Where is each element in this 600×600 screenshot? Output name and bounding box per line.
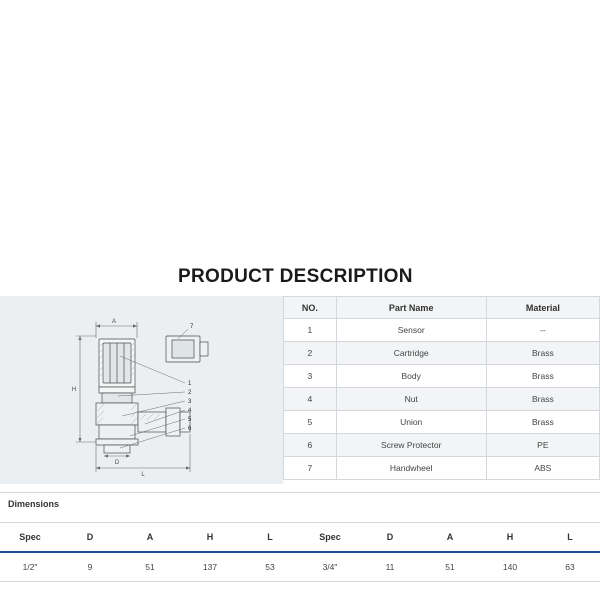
dim-l-2: 63	[540, 552, 600, 582]
part-no: 6	[284, 434, 337, 457]
part-material: Brass	[486, 342, 599, 365]
part-no: 1	[284, 319, 337, 342]
svg-text:L: L	[141, 472, 145, 478]
page-title: PRODUCT DESCRIPTION	[178, 266, 413, 287]
product-illustration-panel	[0, 296, 283, 484]
dimensions-header-row	[0, 523, 600, 553]
part-material: --	[486, 319, 599, 342]
part-no: 4	[284, 388, 337, 411]
dim-header-l-2: L	[540, 523, 600, 553]
dim-header-d-1: D	[60, 523, 120, 553]
parts-table-header-row	[284, 297, 600, 319]
part-material: ABS	[486, 457, 599, 480]
content-sheet	[0, 118, 600, 572]
svg-text:D: D	[114, 460, 120, 466]
dim-header-a-1: A	[120, 523, 180, 553]
dim-header-h-2: H	[480, 523, 540, 553]
svg-text:H: H	[71, 387, 77, 393]
dim-spec-2: 3/4"	[300, 552, 360, 582]
dim-d-2: 11	[360, 552, 420, 582]
svg-text:A: A	[111, 319, 117, 325]
valve-technical-drawing	[0, 296, 283, 484]
part-material: Brass	[486, 388, 599, 411]
dimensions-heading: Dimensions	[8, 499, 60, 509]
dimensions-divider	[0, 492, 600, 493]
part-name: Body	[336, 365, 486, 388]
dim-l-1: 53	[240, 552, 300, 582]
dim-a-2: 51	[420, 552, 480, 582]
part-name: Union	[336, 411, 486, 434]
parts-header-material: Material	[486, 297, 599, 319]
dim-header-spec-2: Spec	[300, 523, 360, 553]
sheet-bottom-edge	[0, 595, 600, 596]
svg-text:7: 7	[190, 324, 194, 330]
dim-h-1: 137	[180, 552, 240, 582]
table-row	[284, 319, 600, 342]
table-row	[284, 411, 600, 434]
dimensions-table	[0, 522, 600, 582]
dim-header-l-1: L	[240, 523, 300, 553]
dim-header-d-2: D	[360, 523, 420, 553]
table-row	[0, 552, 600, 582]
svg-text:6: 6	[188, 426, 192, 432]
dim-header-h-1: H	[180, 523, 240, 553]
svg-text:2: 2	[188, 390, 192, 396]
part-name: Sensor	[336, 319, 486, 342]
parts-header-part-name: Part Name	[336, 297, 486, 319]
table-row	[284, 342, 600, 365]
dim-spec-1: 1/2"	[0, 552, 60, 582]
part-no: 5	[284, 411, 337, 434]
part-material: Brass	[486, 411, 599, 434]
svg-text:5: 5	[188, 417, 192, 423]
dim-header-a-2: A	[420, 523, 480, 553]
part-material: Brass	[486, 365, 599, 388]
table-row	[284, 388, 600, 411]
part-material: PE	[486, 434, 599, 457]
dim-header-spec-1: Spec	[0, 523, 60, 553]
parts-table	[283, 296, 600, 480]
table-row	[284, 365, 600, 388]
part-name: Cartridge	[336, 342, 486, 365]
table-row	[284, 457, 600, 480]
table-row	[284, 434, 600, 457]
svg-text:4: 4	[188, 408, 192, 414]
part-no: 3	[284, 365, 337, 388]
part-name: Nut	[336, 388, 486, 411]
parts-header-no: NO.	[284, 297, 337, 319]
svg-text:3: 3	[188, 399, 192, 405]
svg-text:1: 1	[188, 381, 192, 387]
dim-a-1: 51	[120, 552, 180, 582]
part-no: 2	[284, 342, 337, 365]
part-name: Screw Protector	[336, 434, 486, 457]
part-no: 7	[284, 457, 337, 480]
dim-d-1: 9	[60, 552, 120, 582]
dim-h-2: 140	[480, 552, 540, 582]
part-name: Handwheel	[336, 457, 486, 480]
